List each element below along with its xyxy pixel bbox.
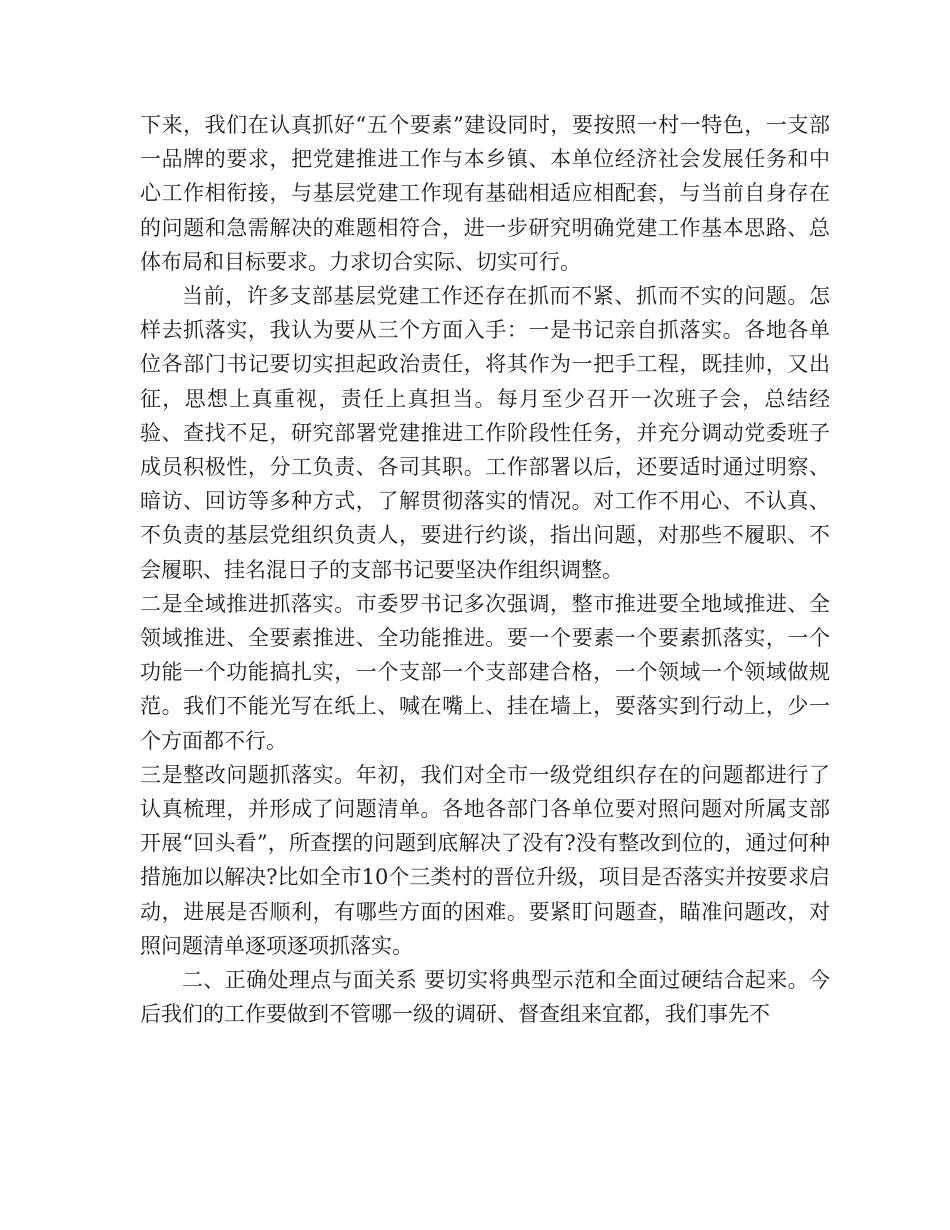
paragraph-4: 三是整改问题抓落实。年初，我们对全市一级党组织存在的问题都进行了认真梳理，并形成了问题清单。各地各部门各单位要对照问题对所属支部开展“回头看”，所查摆的问题到底解决了没有?没有整改到位的，通过何种措施加以解决?比如全市10个三类村的晋位升级，项目是否落实并按要求启动，进展是否顺利，有哪些方面的困难。要紧盯问题查，瞄准问题改，对照问题清单逐项逐项抓落实。 [140, 762, 830, 958]
paragraph-5: 二、正确处理点与面关系 要切实将典型示范和全面过硬结合起来。今后我们的工作要做到不管哪一级的调研、督查组来宜都，我们事先不 [140, 968, 830, 1027]
document-body [140, 108, 830, 1031]
paragraph-2: 当前，许多支部基层党建工作还存在抓而不紧、抓而不实的问题。怎样去抓落实，我认为要从三个方面入手：一是书记亲自抓落实。各地各单位各部门书记要切实担起政治责任，将其作为一把手工程，既挂帅，又出征，思想上真重视，责任上真担当。每月至少召开一次班子会，总结经验、查找不足，研究部署党建推进工作阶段性任务，并充分调动党委班子成员积极性，分工负责、各司其职。工作部署以后，还要适时通过明察、暗访、回访等多种方式，了解贯彻落实的情况。对工作不用心、不认真、不负责的基层党组织负责人，要进行约谈，指出问题，对那些不履职、不会履职、挂名混日子的支部书记要坚决作组织调整。 [140, 284, 830, 582]
paragraph-3: 二是全域推进抓落实。市委罗书记多次强调，整市推进要全地域推进、全领域推进、全要素推进、全功能推进。要一个要素一个要素抓落实，一个功能一个功能搞扎实，一个支部一个支部建合格，一个领域一个领域做规范。我们不能光写在纸上、喊在嘴上、挂在墙上，要落实到行动上，少一个方面都不行。 [140, 591, 830, 753]
paragraph-1: 下来，我们在认真抓好“五个要素”建设同时，要按照一村一特色，一支部一品牌的要求，把党建推进工作与本乡镇、本单位经济社会发展任务和中心工作相衔接，与基层党建工作现有基础相适应相配套，与当前自身存在的问题和急需解决的难题相符合，进一步研究明确党建工作基本思路、总体布局和目标要求。力求切合实际、切实可行。 [140, 113, 830, 274]
